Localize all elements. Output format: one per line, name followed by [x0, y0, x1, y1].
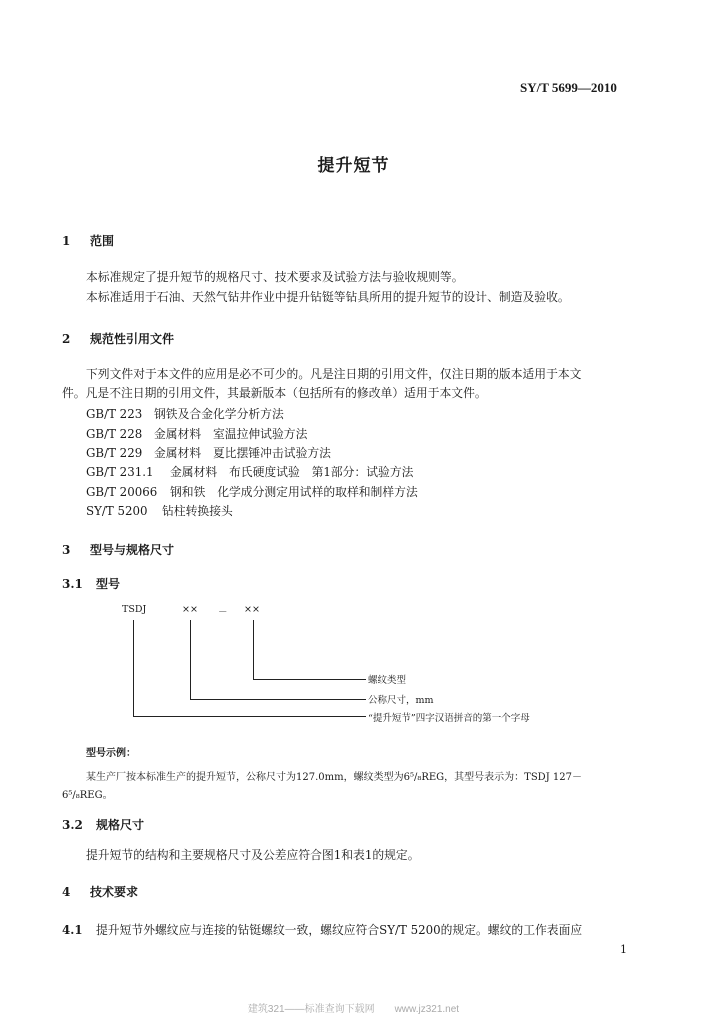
section-3-heading	[62, 541, 174, 558]
section-2-heading	[62, 330, 174, 347]
section-number: 3.1	[62, 577, 83, 591]
footer-watermark: 建筑321——标准查询下载网 www.jz321.net	[247, 1004, 460, 1015]
reference-item	[86, 502, 233, 519]
reference-title: 金属材料 室温拉伸试验方法	[154, 427, 308, 441]
reference-title: 金属材料 夏比摆锤冲击试验方法	[154, 446, 331, 460]
standard-number: SY/T 5699—2010	[520, 80, 617, 95]
section-title: 规格尺寸	[96, 818, 145, 832]
reference-code: GB/T 223	[86, 407, 143, 421]
section-title: 技术要求	[90, 885, 139, 899]
paragraph: 本标准适用于石油、天然气钻井作业中提升钻铤等钻具所用的提升短节的设计、制造及验收。	[86, 290, 570, 304]
section-3-1-heading	[62, 575, 120, 592]
page-number: 1	[620, 943, 627, 956]
section-number: 3.2	[62, 818, 83, 832]
reference-title: 钻柱转换接头	[162, 504, 233, 518]
paragraph: 件。凡是不注日期的引用文件，其最新版本（包括所有的修改单）适用于本文件。	[62, 386, 487, 400]
paragraph: 提升短节的结构和主要规格尺寸及公差应符合图1和表1的规定。	[86, 848, 420, 862]
example-text: 某生产厂按本标准生产的提升短节，公称尺寸为127.0mm，螺纹类型为6⁵/₈REG，其型号表示为：TSDJ 127－	[86, 772, 582, 783]
section-4-heading	[62, 883, 138, 900]
connector-line	[190, 699, 366, 700]
section-number: 1	[62, 234, 71, 248]
reference-code: GB/T 228	[86, 427, 143, 441]
reference-code: GB/T 229	[86, 446, 143, 460]
reference-item	[86, 444, 331, 461]
section-title: 型号	[96, 577, 121, 591]
paragraph: 下列文件对于本文件的应用是必不可少的。凡是注日期的引用文件，仅注日期的版本适用于本文	[86, 367, 582, 381]
connector-line	[133, 620, 134, 716]
label-nominal-size: 公称尺寸，mm	[368, 695, 434, 706]
example-text: 6⁵/₈REG。	[62, 790, 113, 801]
model-field-thread: ××	[244, 604, 260, 615]
section-3-2-heading	[62, 816, 144, 833]
example-heading: 型号示例：	[86, 748, 136, 759]
reference-item	[86, 405, 284, 422]
section-number: 3	[62, 543, 71, 557]
section-number: 2	[62, 332, 71, 346]
section-1-heading	[62, 232, 114, 249]
reference-code: SY/T 5200	[86, 504, 148, 518]
reference-code: GB/T 20066	[86, 485, 158, 499]
section-title: 型号与规格尺寸	[90, 543, 175, 557]
reference-item	[86, 463, 413, 480]
reference-title: 钢铁及合金化学分析方法	[154, 407, 284, 421]
model-field-size: ××	[182, 604, 198, 615]
section-title: 规范性引用文件	[90, 332, 175, 346]
model-prefix: TSDJ	[122, 604, 147, 615]
connector-line	[253, 620, 254, 679]
connector-line	[253, 679, 366, 680]
document-title: 提升短节	[317, 156, 390, 176]
connector-line	[133, 716, 366, 717]
reference-title: 金属材料 布氏硬度试验 第1部分：试验方法	[170, 465, 414, 479]
paragraph: 本标准规定了提升短节的规格尺寸、技术要求及试验方法与验收规则等。	[86, 270, 464, 284]
paragraph: 提升短节外螺纹应与连接的钻铤螺纹一致，螺纹应符合SY/T 5200的规定。螺纹的工作表面应	[96, 923, 583, 937]
reference-title: 钢和铁 化学成分测定用试样的取样和制样方法	[170, 485, 418, 499]
section-4-1	[62, 921, 582, 939]
reference-item	[86, 425, 307, 442]
section-title: 范围	[90, 234, 115, 248]
label-pinyin-initials: “提升短节”四字汉语拼音的第一个字母	[368, 713, 530, 724]
reference-item	[86, 483, 418, 500]
section-number: 4	[62, 885, 71, 899]
model-dash: －	[218, 607, 228, 618]
label-thread-type: 螺纹类型	[368, 675, 407, 686]
connector-line	[190, 620, 191, 699]
section-number: 4.1	[62, 923, 83, 937]
reference-code: GB/T 231.1	[86, 465, 154, 479]
